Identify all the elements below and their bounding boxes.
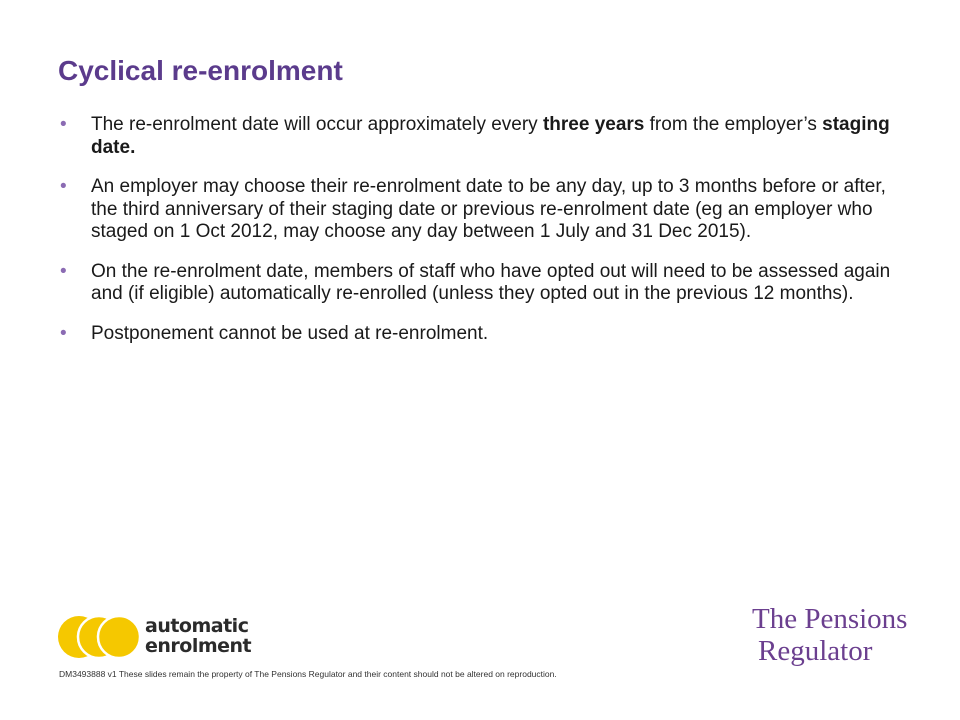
bullet-item bbox=[60, 323, 910, 346]
bullet-text-segment: Postponement cannot be used at re-enrolment. bbox=[91, 322, 489, 344]
bullet-item bbox=[60, 114, 910, 159]
bullet-text-emphasis: staging date. bbox=[91, 114, 890, 158]
bullet-dot-icon: • bbox=[60, 260, 67, 282]
logo-line-2: enrolment bbox=[145, 635, 252, 657]
logo-line-1: automatic bbox=[145, 615, 249, 637]
footer-disclaimer: DM3493888 v1 These slides remain the property of The Pensions Regulator and their content should not be altered on reproduction. bbox=[59, 669, 557, 679]
bullet-text-emphasis: three years bbox=[542, 114, 645, 135]
bullet-text-segment: The re-enrolment date will occur approximately every bbox=[91, 114, 543, 135]
pensions-regulator-logo bbox=[752, 603, 907, 667]
bullet-text-segment: On the re-enrolment date, members of staff who have opted out will need to be assessed again and (if eligible) automatically re-enrolled (unless they opted out in the previous 12 months). bbox=[91, 260, 891, 304]
bullet-dot-icon: • bbox=[60, 322, 67, 344]
bullet-dot-icon: • bbox=[60, 114, 67, 135]
automatic-enrolment-logo bbox=[57, 614, 257, 664]
bullet-text-segment: An employer may choose their re-enrolment date to be any day, up to 3 months before or after, the third anniversary of their staging date or previous re-enrolment date (eg an employer who staged on 1 Oct 2012, may choose any day between 1 July and 31 Dec 2015). bbox=[91, 176, 886, 242]
slide-title: Cyclical re-enrolment bbox=[58, 55, 343, 86]
regulator-line-2: Regulator bbox=[758, 635, 873, 667]
bullet-list bbox=[60, 114, 910, 362]
bullet-dot-icon: • bbox=[60, 176, 67, 197]
bullet-item bbox=[60, 261, 910, 306]
bullet-text-segment: from the employer’s bbox=[644, 114, 823, 135]
circles-icon bbox=[57, 614, 143, 660]
bullet-item bbox=[60, 176, 910, 244]
logo-wordmark bbox=[145, 616, 251, 656]
regulator-line-1: The Pensions bbox=[752, 603, 908, 635]
